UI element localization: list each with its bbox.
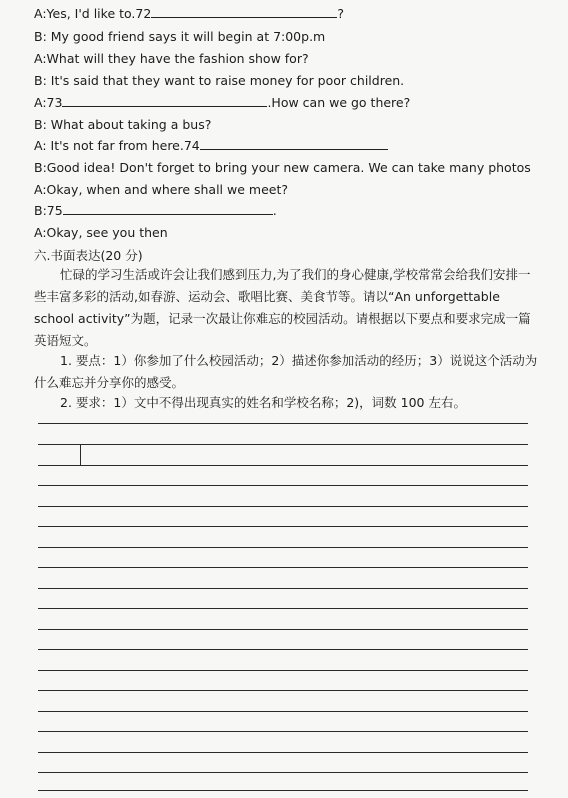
answer-line[interactable] [38, 772, 528, 773]
answer-line[interactable] [38, 547, 528, 548]
answer-line[interactable] [38, 670, 528, 671]
answer-line[interactable] [38, 731, 528, 732]
answer-line[interactable] [38, 649, 528, 650]
dialogue-line: B: My good friend says it will begin at 7:00p.m [34, 29, 326, 44]
writing-prompt [34, 264, 538, 352]
writing-point-text: 1. 要点：1）你参加了什么校园活动；2）描述你参加活动的经历；3）说说这个活动为什么难忘并分享你的感受。 [34, 353, 538, 390]
answer-line[interactable] [38, 567, 528, 568]
dialogue-text: A:Yes, I'd like to.72 [34, 6, 152, 21]
dialogue-text: . [272, 203, 277, 218]
margin-mark [80, 444, 81, 465]
dialogue-line: B:Good idea! Don't forget to bring your new camera. We can take many photos [34, 160, 531, 175]
dialogue-line: A:What will they have the fashion show for? [34, 51, 309, 66]
answer-line[interactable] [38, 629, 528, 630]
dialogue-line-74 [34, 138, 388, 154]
dialogue-line: B: What about taking a bus? [34, 117, 212, 132]
writing-point-2 [34, 392, 538, 414]
dialogue-text: A: It's not far from here.74 [34, 138, 200, 153]
writing-intro: 忙碌的学习生活或许会让我们感到压力,为了我们的身心健康,学校常常会给我们安排一些丰富多彩的活动,如春游、运动会、歌唱比赛、美食节等。请以“An unforgettable school activity”为题，记录一次最让你难忘的校园活动。请根据以下要点和要求完成一篇英语短文。 [34, 267, 531, 348]
answer-blank-72[interactable] [151, 6, 337, 18]
answer-line[interactable] [38, 506, 528, 507]
answer-blank-75[interactable] [63, 203, 273, 215]
answer-line[interactable] [38, 465, 528, 466]
dialogue-line-73 [34, 95, 410, 111]
dialogue-text: ? [337, 6, 344, 21]
dialogue-line: A:Okay, see you then [34, 225, 168, 240]
answer-blank-73[interactable] [62, 95, 267, 107]
dialogue-line-75 [34, 203, 277, 219]
answer-line[interactable] [38, 485, 528, 486]
answer-line[interactable] [38, 526, 528, 527]
section-title: 六.书面表达(20 分) [34, 248, 143, 263]
answer-line[interactable] [38, 588, 528, 589]
answer-line[interactable] [38, 711, 528, 712]
answer-line[interactable] [38, 423, 528, 424]
answer-line[interactable] [38, 790, 528, 791]
dialogue-text: B:75 [34, 203, 63, 218]
writing-point-1 [34, 350, 538, 394]
answer-line[interactable] [38, 690, 528, 691]
answer-line[interactable] [38, 608, 528, 609]
dialogue-line-72 [34, 6, 344, 22]
dialogue-text: .How can we go there? [267, 95, 411, 110]
dialogue-line: A:Okay, when and where shall we meet? [34, 182, 288, 197]
dialogue-line: B: It's said that they want to raise money for poor children. [34, 73, 405, 88]
answer-line[interactable] [38, 752, 528, 753]
writing-point-text: 2. 要求：1）文中不得出现真实的姓名和学校名称；2)，词数 100 左右。 [60, 395, 466, 410]
dialogue-text: A:73 [34, 95, 63, 110]
answer-line[interactable] [38, 444, 528, 445]
answer-blank-74[interactable] [200, 138, 388, 150]
